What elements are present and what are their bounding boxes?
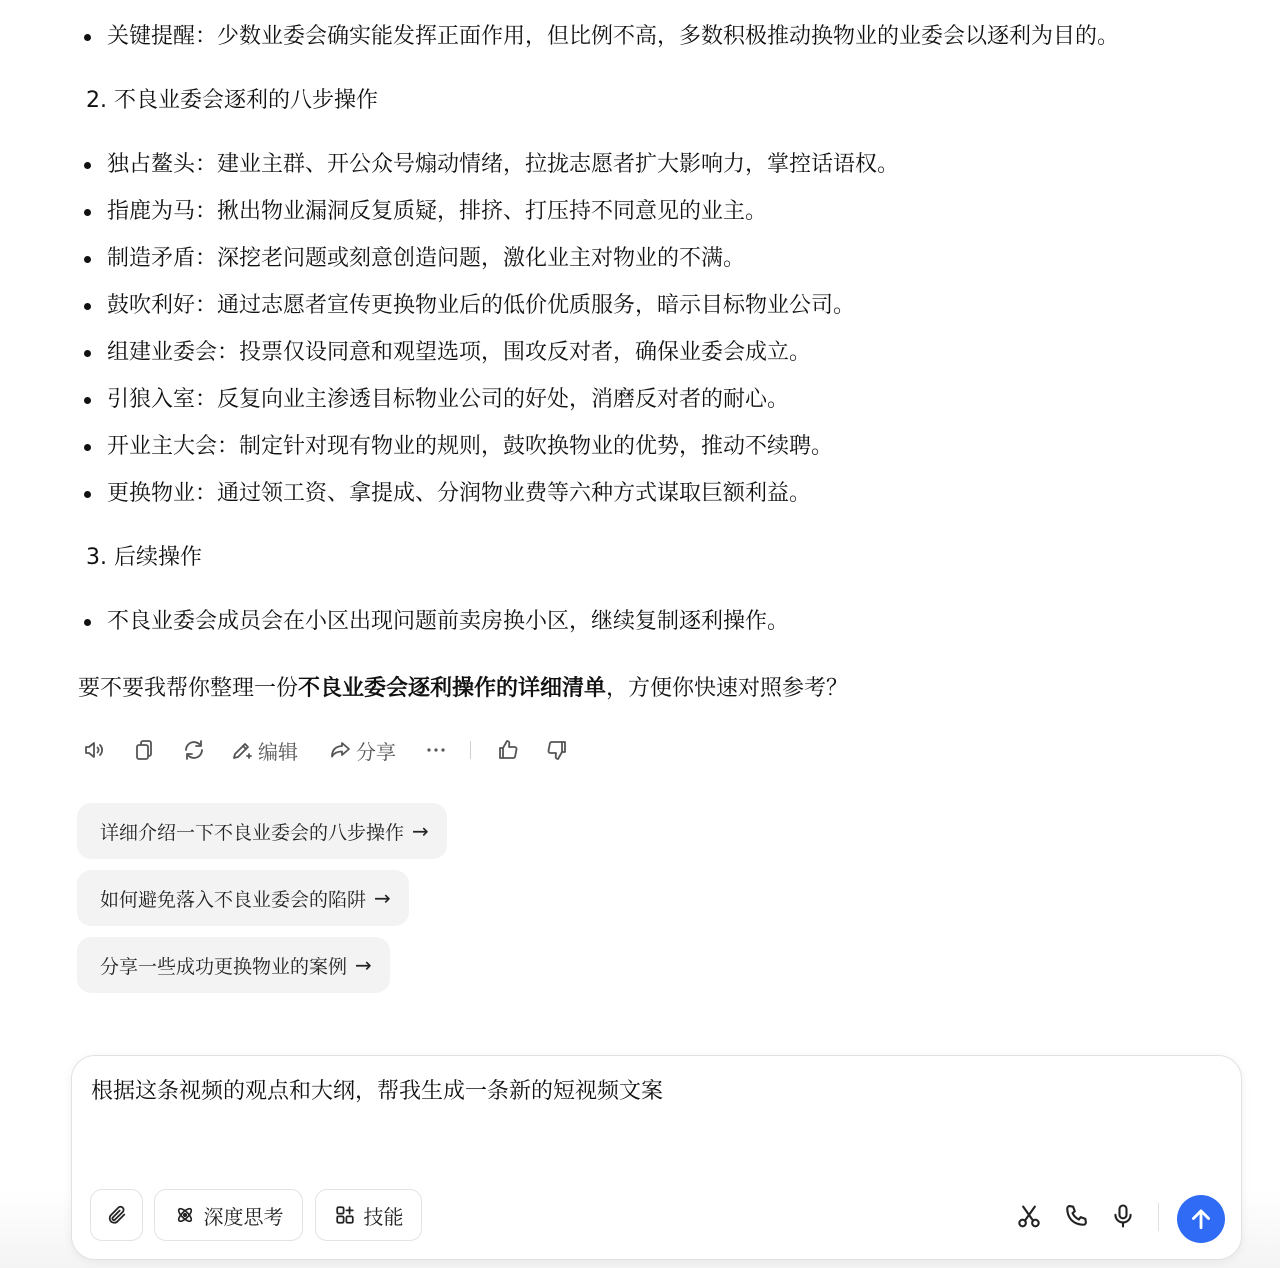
- bullet-dot: [84, 350, 91, 357]
- share-button[interactable]: [328, 732, 396, 768]
- arrow-up-icon: [1188, 1206, 1214, 1232]
- bullet-dot: [84, 209, 91, 216]
- share-label: 分享: [356, 739, 396, 764]
- list-item-text: 鼓吹利好：通过志愿者宣传更换物业后的低价优质服务，暗示目标物业公司。: [107, 293, 856, 318]
- divider: [470, 741, 471, 759]
- suggestion-chip[interactable]: [77, 870, 409, 926]
- divider: [1158, 1203, 1159, 1231]
- microphone-icon: [1109, 1202, 1137, 1230]
- list-item-text: 不良业委会成员会在小区出现问题前卖房换小区，继续复制逐利操作。: [107, 609, 790, 634]
- section-heading: 3. 后续操作: [86, 545, 202, 570]
- skills-label: 技能: [363, 1204, 404, 1229]
- more-icon: [424, 738, 448, 762]
- bullet-dot: [84, 256, 91, 263]
- suggestion-chip[interactable]: [77, 937, 390, 993]
- regenerate-button[interactable]: [182, 732, 206, 768]
- bullet-dot: [84, 303, 91, 310]
- dislike-button[interactable]: [545, 732, 569, 768]
- bullet-dot: [84, 444, 91, 451]
- deep-think-button[interactable]: [154, 1189, 303, 1241]
- thumbs-down-icon: [545, 738, 569, 762]
- list-item-text: 制造矛盾：深挖老问题或刻意创造问题，激化业主对物业的不满。: [107, 246, 746, 271]
- speaker-icon: [82, 738, 106, 762]
- copy-icon: [132, 738, 156, 762]
- followup-question: [78, 674, 848, 704]
- suggestion-label: 详细介绍一下不良业委会的八步操作: [100, 821, 405, 844]
- atom-icon: [174, 1204, 196, 1226]
- scissors-icon: [1015, 1202, 1043, 1230]
- more-button[interactable]: [424, 732, 448, 768]
- message-input[interactable]: 根据这条视频的观点和大纲，帮我生成一条新的短视频文案: [91, 1079, 664, 1104]
- list-item-text: 独占鳌头：建业主群、开公众号煽动情绪，拉拢志愿者扩大影响力，掌控话语权。: [107, 152, 900, 177]
- question-emphasis: 不良业委会逐利操作的详细清单: [298, 676, 607, 701]
- voice-input-button[interactable]: [1109, 1202, 1137, 1230]
- cut-button[interactable]: [1015, 1202, 1043, 1230]
- paperclip-icon: [106, 1204, 128, 1226]
- share-icon: [328, 738, 352, 762]
- arrow-right-icon: →: [412, 819, 429, 843]
- list-item-text: 组建业委会：投票仅设同意和观望选项，围攻反对者，确保业委会成立。: [107, 340, 812, 365]
- attach-button[interactable]: [90, 1189, 143, 1241]
- arrow-right-icon: →: [355, 953, 372, 977]
- question-text: 要不要我帮你整理一份: [78, 676, 299, 701]
- thumbs-up-icon: [496, 738, 520, 762]
- edit-icon: [230, 738, 254, 762]
- copy-button[interactable]: [132, 732, 156, 768]
- list-item-text: 更换物业：通过领工资、拿提成、分润物业费等六种方式谋取巨额利益。: [107, 481, 812, 506]
- bullet-dot: [84, 397, 91, 404]
- send-button[interactable]: [1177, 1195, 1225, 1243]
- arrow-right-icon: →: [374, 886, 391, 910]
- question-text-end: ，方便你快速对照参考？: [606, 676, 849, 701]
- bullet-dot: [84, 34, 91, 41]
- skills-button[interactable]: [315, 1189, 422, 1241]
- read-aloud-button[interactable]: [82, 732, 106, 768]
- message-composer: [71, 1055, 1242, 1260]
- suggestion-label: 如何避免落入不良业委会的陷阱: [100, 888, 367, 911]
- edit-button[interactable]: [230, 732, 298, 768]
- like-button[interactable]: [496, 732, 520, 768]
- edit-label: 编辑: [258, 739, 298, 764]
- bullet-dot: [84, 491, 91, 498]
- list-item-text: 指鹿为马：揪出物业漏洞反复质疑，排挤、打压持不同意见的业主。: [107, 199, 768, 224]
- list-item-text: 关键提醒：少数业委会确实能发挥正面作用，但比例不高，多数积极推动换物业的业委会以逐利为目的。: [107, 24, 1120, 49]
- bullet-dot: [84, 619, 91, 626]
- list-item-text: 引狼入室：反复向业主渗透目标物业公司的好处，消磨反对者的耐心。: [107, 387, 790, 412]
- call-button[interactable]: [1062, 1202, 1090, 1230]
- list-item-text: 开业主大会：制定针对现有物业的规则，鼓吹换物业的优势，推动不续聘。: [107, 434, 834, 459]
- skills-grid-icon: [334, 1204, 356, 1226]
- bullet-dot: [84, 162, 91, 169]
- refresh-icon: [182, 738, 206, 762]
- message-actions: [78, 732, 598, 768]
- suggestion-label: 分享一些成功更换物业的案例: [100, 955, 348, 978]
- suggestion-chip[interactable]: [77, 803, 447, 859]
- section-heading: 2. 不良业委会逐利的八步操作: [86, 88, 378, 113]
- deep-think-label: 深度思考: [203, 1204, 284, 1229]
- phone-icon: [1062, 1202, 1090, 1230]
